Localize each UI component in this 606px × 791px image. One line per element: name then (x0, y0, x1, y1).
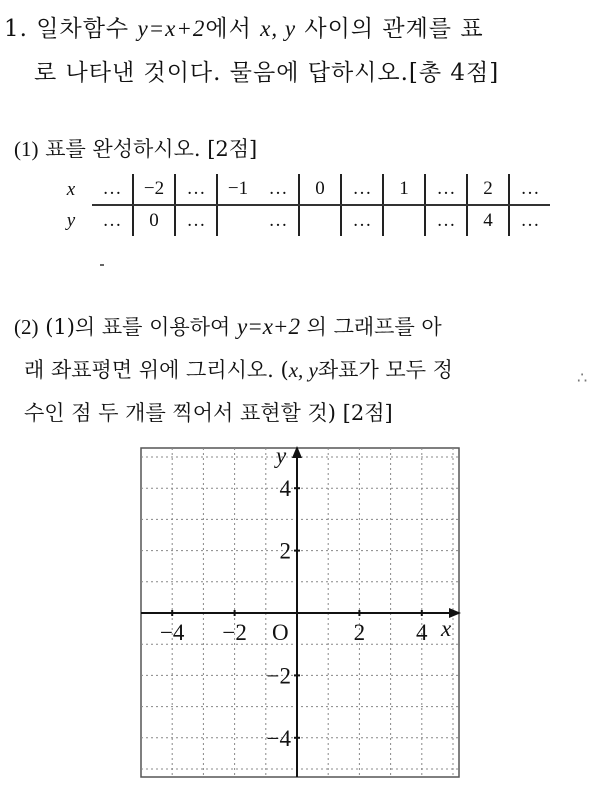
question-text-b: 에서 (205, 16, 252, 42)
y-tick-label: −2 (266, 663, 291, 689)
table-cell: … (102, 210, 122, 231)
question-number: 1. (4, 16, 28, 42)
row-label-x: x (66, 178, 76, 200)
table-cell: … (268, 210, 288, 231)
x-tick-label: −4 (159, 620, 185, 645)
table-cell: … (258, 174, 299, 205)
table-cell: 0 (133, 205, 175, 236)
part2-label: (2) (14, 315, 39, 339)
origin-label: O (272, 620, 289, 645)
table-cell: … (92, 174, 133, 205)
y-axis-label: y (276, 443, 287, 468)
question-line-2: 로 나타낸 것이다. 물음에 답하시오.[총 4점] (34, 60, 500, 86)
x-tick-label: 2 (353, 620, 366, 645)
table-cell: … (425, 174, 467, 205)
table-cell: 4 (467, 205, 509, 236)
part2-text-d: 좌표가 모두 정 (317, 358, 453, 382)
table-cell: … (175, 205, 217, 236)
table-cell: 2 (467, 174, 509, 205)
table-cell: 1 (383, 174, 425, 205)
part2-equation: y=x+2 (236, 314, 300, 339)
table-cell: … (509, 205, 550, 236)
part2-text-c: 래 좌표평면 위에 그리시오. ( (24, 358, 289, 382)
question-vars: x, y (260, 16, 297, 41)
row-label-y: y (66, 209, 76, 231)
part1-text: 표를 완성하시오. [2점] (45, 137, 258, 161)
part2-vars: x, y (288, 358, 318, 382)
question-text-a: 일차함수 (36, 16, 130, 42)
question-text-c: 사이의 관계를 표 (304, 16, 484, 42)
table-cell: … (341, 174, 383, 205)
part2-line-3: 수인 점 두 개를 찍어서 표현할 것) [2점] (24, 401, 393, 425)
table-cell: −2 (133, 174, 175, 205)
table-cell: … (425, 205, 467, 236)
x-tick-label: 4 (416, 620, 428, 645)
table-cell: … (509, 174, 550, 205)
y-tick-label: −4 (266, 725, 291, 751)
x-axis-label: x (441, 616, 452, 641)
table-cell: … (341, 205, 383, 236)
x-tick-label: −2 (222, 620, 247, 645)
scribble-mark: ∴ (577, 368, 588, 387)
table-cell: 0 (299, 174, 341, 205)
part2-text-b: 의 그래프를 아 (306, 315, 442, 339)
table-cell: −1 (217, 174, 258, 205)
question-equation: y=x+2 (137, 16, 206, 41)
y-tick-label: 2 (279, 538, 291, 564)
part2-text-a: (1)의 표를 이용하여 (45, 315, 231, 339)
table-cell: … (175, 174, 217, 205)
y-tick-label: 4 (279, 476, 291, 502)
part1-label: (1) (14, 137, 39, 161)
